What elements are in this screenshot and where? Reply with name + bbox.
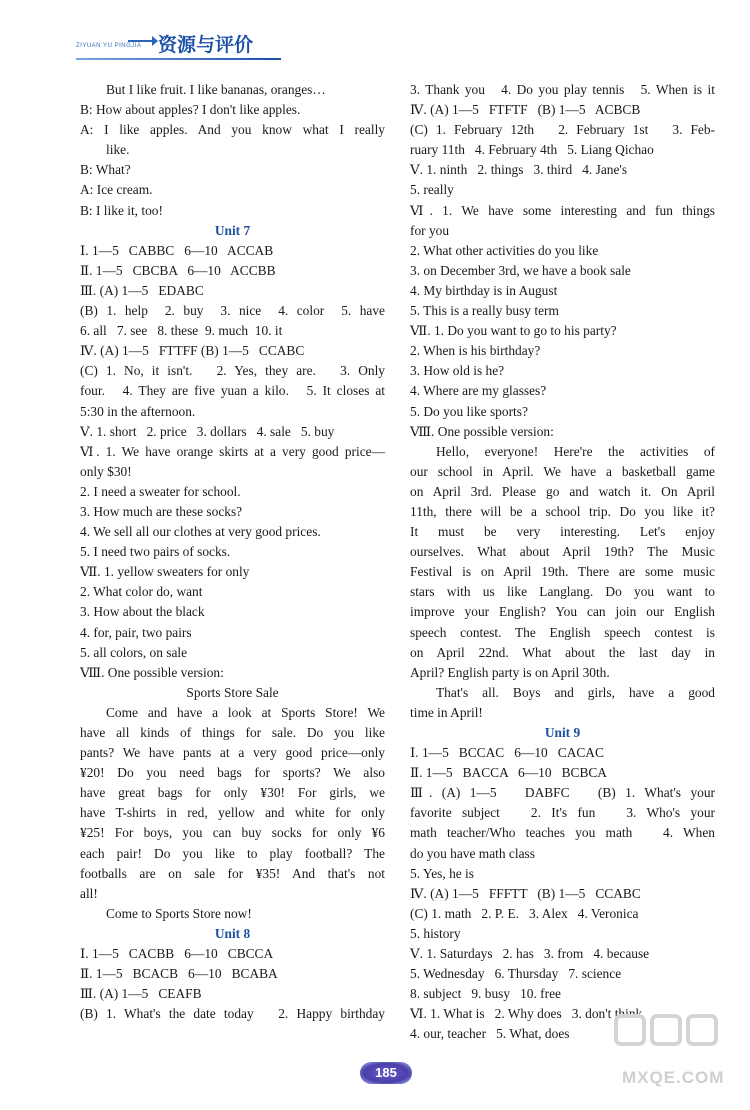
text-line: 3. How much are these socks? bbox=[80, 503, 243, 519]
text-line: 4. We sell all our clothes at very good prices. bbox=[80, 524, 321, 540]
arrow-icon bbox=[128, 40, 154, 42]
header-underline bbox=[76, 58, 281, 60]
header-small-text: ZIYUAN YU PINGJIA bbox=[76, 43, 142, 49]
unit-heading: Unit 8 bbox=[214, 925, 251, 941]
text-line: 4. My birthday is in August bbox=[410, 282, 558, 298]
text-line: Ⅲ. (A) 1—5 DABFC (B) 1. What's your bbox=[410, 785, 715, 801]
text-line: Ⅴ. 1. ninth 2. things 3. third 4. Jane's bbox=[410, 162, 628, 178]
text-line: 2. When is his birthday? bbox=[410, 343, 541, 359]
text-line: Ⅰ. 1—5 BCCAC 6—10 CACAC bbox=[410, 745, 604, 761]
text-line: all! bbox=[80, 885, 98, 901]
text-line: math teacher/Who teaches you math 4. When bbox=[410, 825, 715, 841]
text-line: only $30! bbox=[80, 463, 132, 479]
text-line: 4. Where are my glasses? bbox=[410, 383, 547, 399]
text-line: footballs are on sale for ¥35! And that's not bbox=[80, 865, 385, 881]
watermark bbox=[592, 1010, 742, 1100]
text-line: pants? We have pants at a very good price—only bbox=[80, 745, 385, 761]
text-line: stars with us like Langlang. Do you want to bbox=[410, 584, 715, 600]
text-line: (B) 1. help 2. buy 3. nice 4. color 5. have bbox=[80, 303, 385, 319]
text-line: 2. What other activities do you like bbox=[410, 242, 599, 258]
text-line: 3. How about the black bbox=[80, 604, 205, 620]
text-line: have great bags for only ¥30! For girls, we bbox=[80, 785, 385, 801]
unit-heading: Unit 7 bbox=[214, 222, 251, 238]
text-line: Ⅱ. 1—5 BCACB 6—10 BCABA bbox=[80, 966, 278, 982]
text-line: Come to Sports Store now! bbox=[106, 905, 252, 921]
header-title: 资源与评价 bbox=[158, 34, 254, 56]
text-line: Ⅳ. (A) 1—5 FFFTT (B) 1—5 CCABC bbox=[410, 885, 641, 901]
text-line: (C) 1. February 12th 2. February 1st 3. Feb- bbox=[410, 122, 715, 138]
text-line: ourselves. What about April 19th? The Music bbox=[410, 544, 715, 560]
text-line: 3. How old is he? bbox=[410, 363, 505, 379]
text-line: Ⅰ. 1—5 CACBB 6—10 CBCCA bbox=[80, 946, 274, 962]
page-header bbox=[76, 28, 296, 62]
text-line: 5. all colors, on sale bbox=[80, 644, 188, 660]
watermark-text: MXQE.COM bbox=[622, 1068, 725, 1087]
text-line: 3. Thank you 4. Do you play tennis 5. When is it bbox=[410, 82, 715, 97]
text-line: 6. all 7. see 8. these 9. much 10. it bbox=[80, 323, 283, 339]
text-line: Ⅰ. 1—5 CABBC 6—10 ACCAB bbox=[80, 242, 274, 258]
text-line: 8. subject 9. busy 10. free bbox=[410, 986, 561, 1002]
text-line: on April 3rd. Please go and watch it. On April bbox=[410, 483, 715, 499]
text-line: Ⅶ. 1. Do you want to go to his party? bbox=[410, 323, 617, 339]
right-column bbox=[410, 80, 715, 1045]
text-line: 5. Wednesday 6. Thursday 7. science bbox=[410, 966, 622, 982]
text-line: do you have math class bbox=[410, 845, 535, 861]
text-line: 4. for, pair, two pairs bbox=[80, 624, 192, 640]
watermark-logo-icon bbox=[592, 1010, 742, 1070]
text-line: B: What? bbox=[80, 162, 131, 178]
text-line: A: I like apples. And you know what I really bbox=[80, 122, 385, 138]
unit-heading: Unit 9 bbox=[544, 725, 581, 740]
text-line: for you bbox=[410, 222, 450, 238]
text-line: 4. our, teacher 5. What, does bbox=[410, 1026, 570, 1042]
page-number: 185 bbox=[360, 1062, 412, 1084]
text-line: (C) 1. No, it isn't. 2. Yes, they are. 3. Only bbox=[80, 363, 385, 379]
text-line: April? English party is on April 30th. bbox=[410, 664, 610, 680]
text-line: Come and have a look at Sports Store! We bbox=[106, 704, 385, 720]
text-line: (B) 1. What's the date today 2. Happy birthday bbox=[80, 1006, 385, 1022]
text-line: each pair! Do you like to play football? The bbox=[80, 845, 385, 861]
text-line: B: How about apples? I don't like apples. bbox=[80, 102, 301, 118]
text-line: 5:30 in the afternoon. bbox=[80, 403, 196, 419]
text-line: ruary 11th 4. February 4th 5. Liang Qichao bbox=[410, 142, 654, 158]
text-line: improve your English? You can join our English bbox=[410, 604, 715, 620]
text-line: 5. Yes, he is bbox=[410, 865, 474, 881]
text-line: 2. What color do, want bbox=[80, 584, 203, 600]
text-line: like. bbox=[106, 142, 130, 158]
text-line: Festival is on April 19th. There are some music bbox=[410, 564, 715, 580]
text-line: time in April! bbox=[410, 704, 483, 720]
text-line: Ⅵ. 1. We have orange skirts at a very good price— bbox=[80, 443, 385, 459]
text-line: Ⅷ. One possible version: bbox=[80, 664, 224, 680]
text-line: Ⅲ. (A) 1—5 CEAFB bbox=[80, 986, 202, 1002]
text-line: 5. history bbox=[410, 925, 461, 941]
text-line: Ⅲ. (A) 1—5 EDABC bbox=[80, 282, 204, 298]
text-line: Ⅳ. (A) 1—5 FTFTF (B) 1—5 ACBCB bbox=[410, 102, 641, 118]
text-line: ¥20! Do you need bags for sports? We also bbox=[80, 765, 385, 781]
text-line: 5. Do you like sports? bbox=[410, 403, 528, 419]
text-line: ¥25! For boys, you can buy socks for only ¥6 bbox=[80, 825, 385, 841]
text-line: favorite subject 2. It's fun 3. Who's your bbox=[410, 805, 715, 821]
text-line: our school in April. We have a basketball game bbox=[410, 463, 715, 479]
text-line: 5. I need two pairs of socks. bbox=[80, 544, 231, 560]
text-line: Ⅷ. One possible version: bbox=[410, 423, 554, 439]
text-line: Ⅴ. 1. short 2. price 3. dollars 4. sale 5. buy bbox=[80, 423, 335, 439]
text-line: Sports Store Sale bbox=[186, 684, 279, 700]
text-line: Ⅶ. 1. yellow sweaters for only bbox=[80, 564, 250, 580]
text-line: 11th, there will be a school trip. Do you like it? bbox=[410, 503, 715, 519]
text-line: It must be very interesting. Let's enjoy bbox=[410, 524, 715, 540]
text-line: 5. really bbox=[410, 182, 454, 198]
text-line: A: Ice cream. bbox=[80, 182, 153, 198]
text-line: Ⅱ. 1—5 CBCBA 6—10 ACCBB bbox=[80, 262, 276, 278]
text-line: Ⅵ. 1. We have some interesting and fun things bbox=[410, 202, 715, 218]
text-line: have all kinds of things for sale. Do you like bbox=[80, 725, 385, 740]
text-line: Ⅱ. 1—5 BACCA 6—10 BCBCA bbox=[410, 765, 607, 781]
text-line: That's all. Boys and girls, have a good bbox=[436, 684, 715, 700]
text-line: on April 22nd. What about the last day in bbox=[410, 644, 715, 660]
text-line: Ⅴ. 1. Saturdays 2. has 3. from 4. because bbox=[410, 946, 650, 962]
text-line: have T-shirts in red, yellow and white for only bbox=[80, 805, 385, 821]
text-line: speech contest. The English speech contest is bbox=[410, 624, 715, 640]
text-line: 5. This is a really busy term bbox=[410, 303, 559, 319]
text-line: But I like fruit. I like bananas, oranges… bbox=[106, 82, 326, 97]
text-line: Ⅵ. 1. What is 2. Why does 3. don't think bbox=[410, 1006, 643, 1022]
text-line: 2. I need a sweater for school. bbox=[80, 483, 241, 499]
text-line: B: I like it, too! bbox=[80, 202, 163, 218]
text-line: Ⅳ. (A) 1—5 FTTFF (B) 1—5 CCABC bbox=[80, 343, 305, 359]
text-line: four. 4. They are five yuan a kilo. 5. It closes at bbox=[80, 383, 385, 399]
left-column bbox=[80, 80, 385, 1024]
text-line: Hello, everyone! Here're the activities of bbox=[436, 443, 715, 459]
text-line: (C) 1. math 2. P. E. 3. Alex 4. Veronica bbox=[410, 905, 639, 921]
text-line: 3. on December 3rd, we have a book sale bbox=[410, 262, 631, 278]
